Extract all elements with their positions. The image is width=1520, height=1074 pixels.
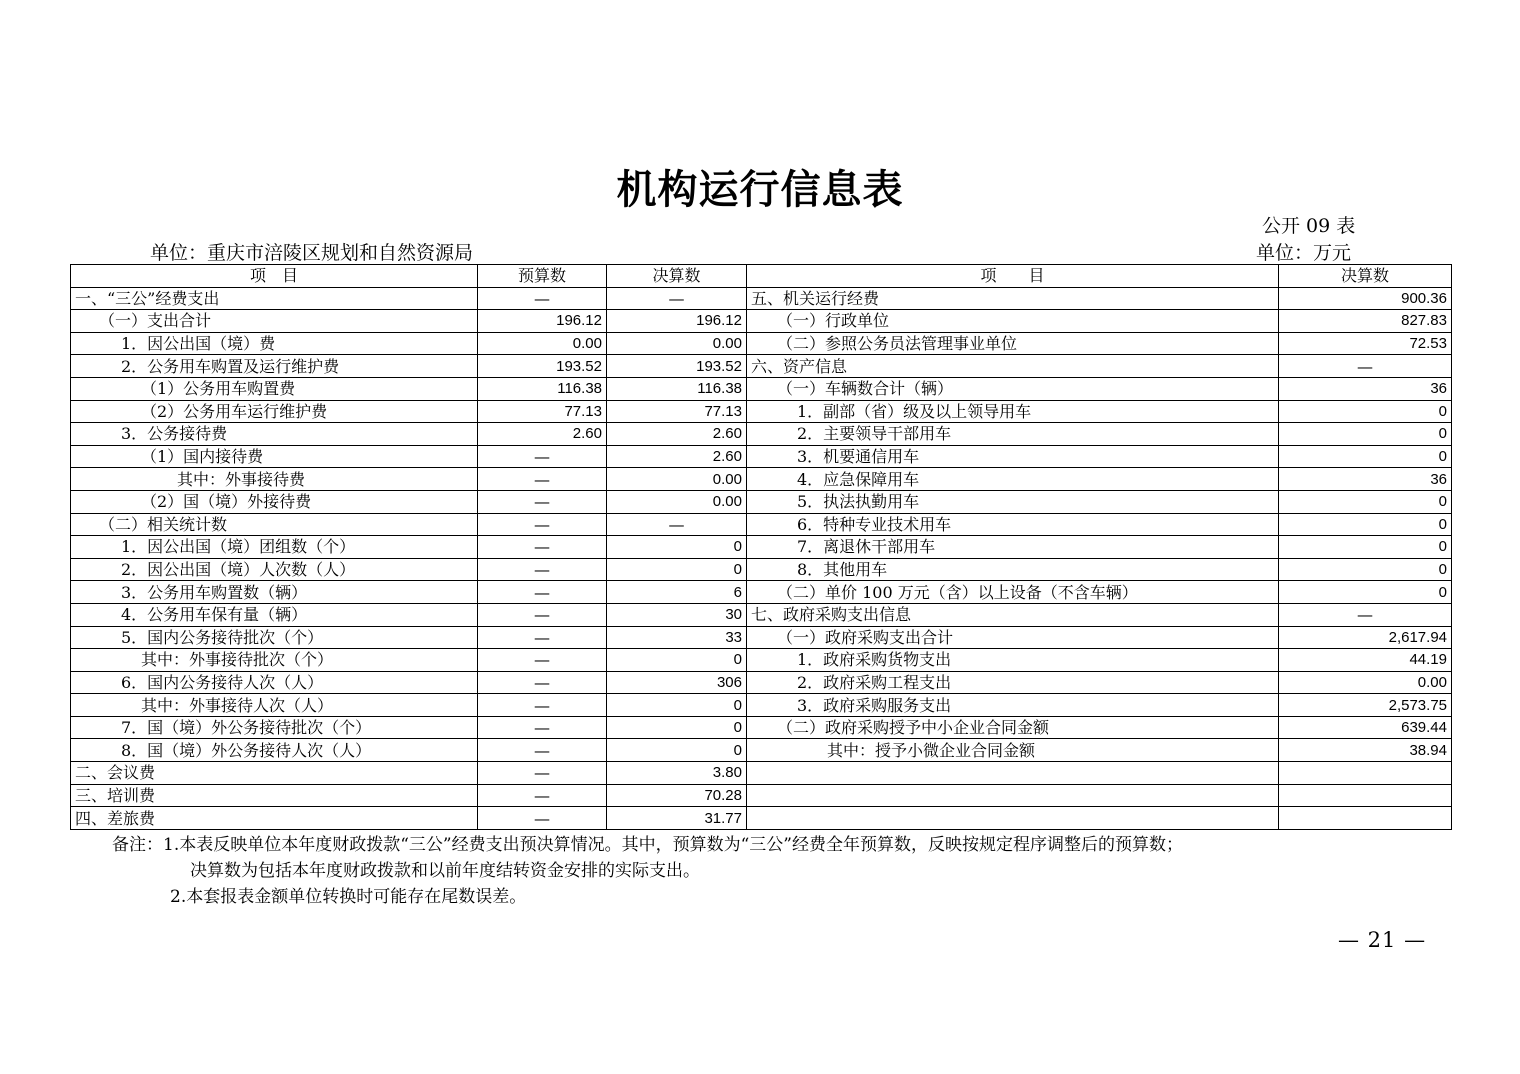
- table-row: [71, 445, 1452, 468]
- left-item-cell: 5．国内公务接待批次（个）: [71, 626, 478, 649]
- right-final-cell: 0: [1279, 513, 1452, 536]
- left-item-cell: 其中：外事接待批次（个）: [71, 649, 478, 672]
- table-row: [71, 694, 1452, 717]
- header-right-item: 项 目: [747, 265, 1279, 288]
- right-item-cell: 7．离退休干部用车: [747, 536, 1279, 559]
- right-item-cell: 其中：授予小微企业合同金额: [747, 739, 1279, 762]
- table-row: [71, 513, 1452, 536]
- header-left-final: 决算数: [607, 265, 747, 288]
- right-final-cell: 827.83: [1279, 310, 1452, 333]
- right-final-cell: [1279, 762, 1452, 785]
- right-final-cell: 0: [1279, 423, 1452, 446]
- table-row: [71, 784, 1452, 807]
- left-final-cell: 6: [607, 581, 747, 604]
- right-final-cell: 900.36: [1279, 287, 1452, 310]
- left-budget-cell: —: [478, 739, 607, 762]
- left-item-cell: 其中：外事接待人次（人）: [71, 694, 478, 717]
- header-left-budget: 预算数: [478, 265, 607, 288]
- left-final-cell: 0.00: [607, 490, 747, 513]
- table-row: [71, 400, 1452, 423]
- left-final-cell: —: [607, 513, 747, 536]
- left-item-cell: 三、培训费: [71, 784, 478, 807]
- left-item-cell: 2．因公出国（境）人次数（人）: [71, 558, 478, 581]
- left-item-cell: （2）公务用车运行维护费: [71, 400, 478, 423]
- table-row: [71, 423, 1452, 446]
- left-item-cell: 8．国（境）外公务接待人次（人）: [71, 739, 478, 762]
- table-row: [71, 468, 1452, 491]
- left-item-cell: 二、会议费: [71, 762, 478, 785]
- right-item-cell: 3．政府采购服务支出: [747, 694, 1279, 717]
- left-final-cell: 0: [607, 558, 747, 581]
- table-row: [71, 603, 1452, 626]
- table-row: [71, 536, 1452, 559]
- note-line-1-continued: 决算数为包括本年度财政拨款和以前年度结转资金安排的实际支出。: [190, 861, 700, 881]
- left-item-cell: 3．公务接待费: [71, 423, 478, 446]
- right-final-cell: 639.44: [1279, 716, 1452, 739]
- table-body: [71, 287, 1452, 829]
- left-item-cell: 7．国（境）外公务接待批次（个）: [71, 716, 478, 739]
- left-budget-cell: —: [478, 762, 607, 785]
- left-item-cell: 4．公务用车保有量（辆）: [71, 603, 478, 626]
- left-budget-cell: —: [478, 490, 607, 513]
- right-final-cell: 0: [1279, 581, 1452, 604]
- left-item-cell: 1．因公出国（境）费: [71, 332, 478, 355]
- left-budget-cell: —: [478, 716, 607, 739]
- left-item-cell: 四、差旅费: [71, 807, 478, 830]
- right-final-cell: 38.94: [1279, 739, 1452, 762]
- left-budget-cell: 116.38: [478, 377, 607, 400]
- left-final-cell: 30: [607, 603, 747, 626]
- left-budget-cell: —: [478, 445, 607, 468]
- left-budget-cell: —: [478, 784, 607, 807]
- left-final-cell: 0: [607, 536, 747, 559]
- right-item-cell: 六、资产信息: [747, 355, 1279, 378]
- table-row: [71, 671, 1452, 694]
- right-item-cell: [747, 807, 1279, 830]
- table-row: [71, 807, 1452, 830]
- table-row: [71, 332, 1452, 355]
- table-row: [71, 558, 1452, 581]
- left-final-cell: 77.13: [607, 400, 747, 423]
- left-budget-cell: —: [478, 626, 607, 649]
- left-budget-cell: 193.52: [478, 355, 607, 378]
- header-right-final: 决算数: [1279, 265, 1452, 288]
- left-item-cell: （二）相关统计数: [71, 513, 478, 536]
- left-budget-cell: —: [478, 649, 607, 672]
- right-item-cell: 6．特种专业技术用车: [747, 513, 1279, 536]
- right-final-cell: 36: [1279, 468, 1452, 491]
- table-row: [71, 287, 1452, 310]
- right-item-cell: 8．其他用车: [747, 558, 1279, 581]
- left-budget-cell: —: [478, 603, 607, 626]
- right-final-cell: 44.19: [1279, 649, 1452, 672]
- left-item-cell: 2．公务用车购置及运行维护费: [71, 355, 478, 378]
- left-final-cell: 2.60: [607, 445, 747, 468]
- right-final-cell: [1279, 807, 1452, 830]
- left-final-cell: 0: [607, 716, 747, 739]
- right-final-cell: 36: [1279, 377, 1452, 400]
- right-item-cell: 4．应急保障用车: [747, 468, 1279, 491]
- right-final-cell: 2,617.94: [1279, 626, 1452, 649]
- left-budget-cell: —: [478, 807, 607, 830]
- left-budget-cell: —: [478, 287, 607, 310]
- right-final-cell: 0: [1279, 558, 1452, 581]
- right-item-cell: （二）政府采购授予中小企业合同金额: [747, 716, 1279, 739]
- left-final-cell: 0: [607, 739, 747, 762]
- right-item-cell: （一）车辆数合计（辆）: [747, 377, 1279, 400]
- left-final-cell: 2.60: [607, 423, 747, 446]
- right-final-cell: 72.53: [1279, 332, 1452, 355]
- left-item-cell: （一）支出合计: [71, 310, 478, 333]
- right-final-cell: 2,573.75: [1279, 694, 1452, 717]
- reporting-unit: 单位：重庆市涪陵区规划和自然资源局: [150, 242, 474, 264]
- left-final-cell: 0: [607, 649, 747, 672]
- table-row: [71, 581, 1452, 604]
- left-item-cell: 3．公务用车购置数（辆）: [71, 581, 478, 604]
- left-final-cell: 116.38: [607, 377, 747, 400]
- left-budget-cell: 0.00: [478, 332, 607, 355]
- right-final-cell: 0.00: [1279, 671, 1452, 694]
- info-table: [70, 264, 1452, 830]
- page-number: — 21 —: [1338, 928, 1427, 952]
- right-final-cell: [1279, 784, 1452, 807]
- left-item-cell: 一、“三公”经费支出: [71, 287, 478, 310]
- left-budget-cell: 196.12: [478, 310, 607, 333]
- note-line-1: 备注：1.本表反映单位本年度财政拨款“三公”经费支出预决算情况。其中，预算数为“三公”经费全年预算数，反映按规定程序调整后的预算数；: [112, 835, 1183, 855]
- notes: [112, 832, 1183, 910]
- page-title: 机构运行信息表: [616, 166, 904, 213]
- right-item-cell: 七、政府采购支出信息: [747, 603, 1279, 626]
- table-row: [71, 739, 1452, 762]
- right-item-cell: （一）行政单位: [747, 310, 1279, 333]
- note-line-2: 2.本套报表金额单位转换时可能存在尾数误差。: [170, 887, 527, 907]
- right-item-cell: （二）参照公务员法管理事业单位: [747, 332, 1279, 355]
- right-final-cell: 0: [1279, 490, 1452, 513]
- left-budget-cell: —: [478, 536, 607, 559]
- left-final-cell: —: [607, 287, 747, 310]
- left-final-cell: 0.00: [607, 332, 747, 355]
- table-row: [71, 490, 1452, 513]
- left-item-cell: （2）国（境）外接待费: [71, 490, 478, 513]
- left-budget-cell: —: [478, 468, 607, 491]
- right-item-cell: （一）政府采购支出合计: [747, 626, 1279, 649]
- left-item-cell: （1）国内接待费: [71, 445, 478, 468]
- left-budget-cell: —: [478, 558, 607, 581]
- left-final-cell: 0.00: [607, 468, 747, 491]
- right-item-cell: 2．主要领导干部用车: [747, 423, 1279, 446]
- left-item-cell: 6．国内公务接待人次（人）: [71, 671, 478, 694]
- right-final-cell: 0: [1279, 400, 1452, 423]
- table-row: [71, 355, 1452, 378]
- left-final-cell: 196.12: [607, 310, 747, 333]
- right-final-cell: 0: [1279, 536, 1452, 559]
- right-item-cell: 五、机关运行经费: [747, 287, 1279, 310]
- right-final-cell: —: [1279, 355, 1452, 378]
- left-final-cell: 193.52: [607, 355, 747, 378]
- right-item-cell: 1．副部（省）级及以上领导用车: [747, 400, 1279, 423]
- left-budget-cell: —: [478, 581, 607, 604]
- table-header-row: [71, 265, 1452, 288]
- left-final-cell: 3.80: [607, 762, 747, 785]
- left-budget-cell: 2.60: [478, 423, 607, 446]
- table-row: [71, 762, 1452, 785]
- left-item-cell: 1．因公出国（境）团组数（个）: [71, 536, 478, 559]
- left-item-cell: 其中：外事接待费: [71, 468, 478, 491]
- right-item-cell: 1．政府采购货物支出: [747, 649, 1279, 672]
- currency-unit: 单位：万元: [1256, 242, 1352, 264]
- left-budget-cell: —: [478, 513, 607, 536]
- table-row: [71, 716, 1452, 739]
- left-final-cell: 31.77: [607, 807, 747, 830]
- right-item-cell: [747, 784, 1279, 807]
- form-number: 公开 09 表: [1262, 215, 1356, 237]
- left-final-cell: 33: [607, 626, 747, 649]
- left-final-cell: 0: [607, 694, 747, 717]
- table-row: [71, 649, 1452, 672]
- right-item-cell: 2．政府采购工程支出: [747, 671, 1279, 694]
- table-row: [71, 626, 1452, 649]
- left-budget-cell: —: [478, 671, 607, 694]
- table-row: [71, 377, 1452, 400]
- right-final-cell: 0: [1279, 445, 1452, 468]
- left-budget-cell: 77.13: [478, 400, 607, 423]
- right-item-cell: （二）单价 100 万元（含）以上设备（不含车辆）: [747, 581, 1279, 604]
- right-item-cell: 5．执法执勤用车: [747, 490, 1279, 513]
- right-item-cell: 3．机要通信用车: [747, 445, 1279, 468]
- right-final-cell: —: [1279, 603, 1452, 626]
- left-budget-cell: —: [478, 694, 607, 717]
- left-final-cell: 306: [607, 671, 747, 694]
- table-row: [71, 310, 1452, 333]
- header-left-item: 项 目: [71, 265, 478, 288]
- left-final-cell: 70.28: [607, 784, 747, 807]
- right-item-cell: [747, 762, 1279, 785]
- left-item-cell: （1）公务用车购置费: [71, 377, 478, 400]
